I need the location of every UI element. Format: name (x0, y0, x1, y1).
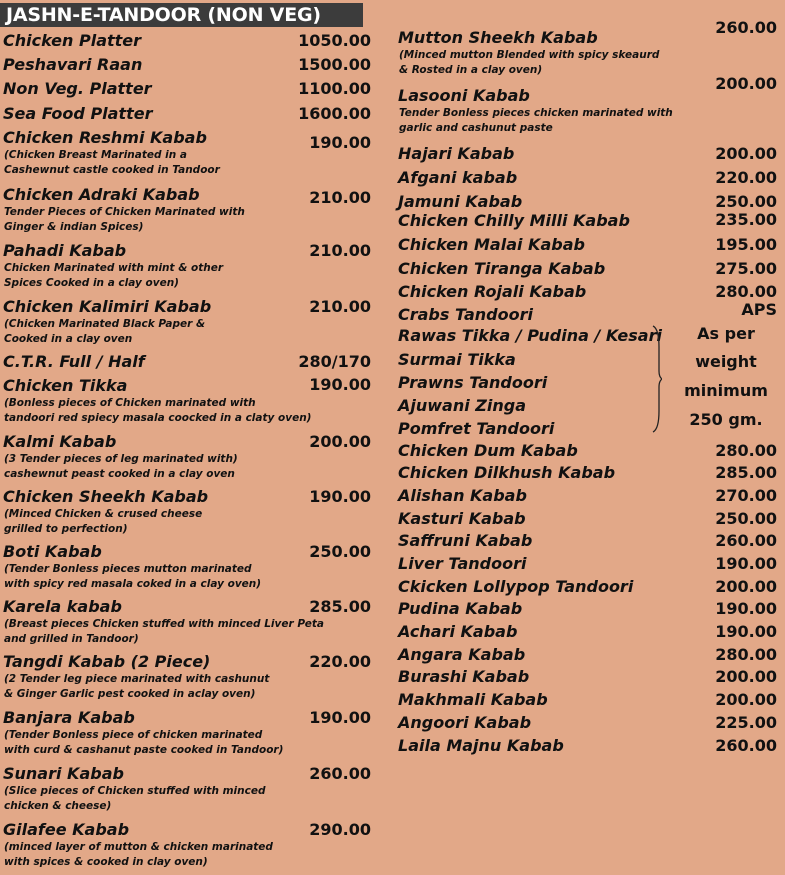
menu-item (395, 211, 785, 231)
menu-item-name: Chicken Reshmi Kabab (3, 128, 207, 147)
menu-item-description: with spicy red masala coked in a clay oven) (4, 578, 262, 590)
menu-item-price: 280.00 (715, 441, 777, 460)
menu-item-name: Chicken Tiranga Kabab (398, 259, 606, 278)
menu-item-description: Spices Cooked in a clay oven) (4, 277, 179, 289)
menu-item-price: 190.00 (715, 554, 777, 573)
menu-item (395, 486, 785, 506)
menu-item (0, 764, 385, 814)
menu-item (395, 509, 785, 529)
menu-item (0, 55, 385, 75)
menu-item-name: Saffruni Kabab (398, 531, 533, 550)
menu-item-price: 285.00 (715, 463, 777, 482)
menu-item-name: Tangdi Kabab (2 Piece) (3, 652, 211, 671)
menu-item-price: 260.00 (715, 18, 777, 37)
menu-item-price: 190.00 (715, 599, 777, 618)
menu-item-name: Chicken Tikka (3, 376, 128, 395)
menu-item-description: (Minced Chicken & crused cheese (4, 508, 203, 520)
menu-item-description: Cashewnut castle cooked in Tandoor (4, 164, 220, 176)
menu-item-price: 270.00 (715, 486, 777, 505)
menu-item-description: Tender Bonless pieces chicken marinated with (399, 107, 673, 119)
menu-item-price: 280/170 (298, 352, 371, 371)
menu-item-price: 190.00 (309, 487, 371, 506)
menu-item-price: 250.00 (715, 192, 777, 211)
menu-item-price: 210.00 (309, 241, 371, 260)
menu-item-name: Kalmi Kabab (3, 432, 117, 451)
menu-item-price: 1500.00 (298, 55, 371, 74)
menu-item-name: Non Veg. Platter (3, 79, 152, 98)
menu-item-price: 190.00 (309, 133, 371, 152)
menu-item (0, 241, 385, 291)
seafood-bracket (652, 325, 662, 433)
menu-item-name: Sunari Kabab (3, 764, 124, 783)
menu-item-name: Pahadi Kabab (3, 241, 127, 260)
menu-item-price: 280.00 (715, 645, 777, 664)
menu-item-price: 260.00 (715, 736, 777, 755)
menu-item-price: 195.00 (715, 235, 777, 254)
menu-item-price: 1100.00 (298, 79, 371, 98)
menu-item-name: Chicken Malai Kabab (398, 235, 585, 254)
menu-item (0, 104, 385, 124)
menu-item-price: 210.00 (309, 188, 371, 207)
menu-item-description: (Chicken Breast Marinated in a (4, 149, 187, 161)
menu-item-description: (Bonless pieces of Chicken marinated with (4, 397, 256, 409)
menu-item (0, 597, 385, 647)
menu-item-price: 200.00 (715, 667, 777, 686)
menu-item-name: Alishan Kabab (398, 486, 527, 505)
menu-item (395, 235, 785, 255)
menu-item (0, 542, 385, 592)
menu-item-price: 200.00 (715, 144, 777, 163)
menu-item-price: 285.00 (309, 597, 371, 616)
menu-item (395, 74, 785, 136)
menu-item (395, 554, 785, 574)
menu-item-price: 260.00 (309, 764, 371, 783)
menu-item-description: with spices & cooked in clay oven) (4, 856, 208, 868)
menu-item-description: (Tender Bonless pieces mutton marinated (4, 563, 252, 575)
menu-item-name: Chicken Kalimiri Kabab (3, 297, 212, 316)
menu-item-price: APS (741, 300, 777, 319)
menu-item (395, 18, 785, 78)
menu-item (395, 531, 785, 551)
menu-item (395, 713, 785, 733)
menu-item (0, 297, 385, 347)
menu-item-price: 275.00 (715, 259, 777, 278)
menu-item-price: 250.00 (715, 509, 777, 528)
menu-item-name: Ajuwani Zinga (398, 396, 527, 415)
menu-item-name: Jamuni Kabab (398, 192, 523, 211)
menu-item-price: 1600.00 (298, 104, 371, 123)
menu-item (395, 463, 785, 483)
menu-item-description: (3 Tender pieces of leg marinated with) (4, 453, 238, 465)
menu-item (0, 128, 385, 178)
menu-item (395, 300, 785, 325)
menu-item (395, 690, 785, 710)
menu-item-name: Liver Tandoori (398, 554, 527, 573)
menu-item-description: Chicken Marinated with mint & other (4, 262, 224, 274)
menu-item-price: 250.00 (309, 542, 371, 561)
menu-item (0, 376, 385, 426)
menu-item-name: C.T.R. Full / Half (3, 352, 145, 371)
menu-item-description: tandoori red spiecy masala coocked in a claty oven) (4, 412, 312, 424)
menu-item-name: Hajari Kabab (398, 144, 515, 163)
menu-item (0, 432, 385, 482)
seafood-note-line: 250 gm. (689, 410, 763, 429)
menu-item-name: Chicken Dilkhush Kabab (398, 463, 616, 482)
menu-item (0, 487, 385, 537)
menu-item-name: Chicken Chilly Milli Kabab (398, 211, 630, 230)
menu-item-name: Mutton Sheekh Kabab (398, 28, 598, 47)
menu-item-description: Ginger & indian Spices) (4, 221, 144, 233)
menu-item-name: Achari Kabab (398, 622, 518, 641)
menu-item (0, 708, 385, 758)
menu-item-name: Gilafee Kabab (3, 820, 130, 839)
menu-item-name: Angoori Kabab (398, 713, 532, 732)
menu-item (0, 79, 385, 99)
menu-item-name: Chicken Sheekh Kabab (3, 487, 209, 506)
menu-item-name: Peshavari Raan (3, 55, 143, 74)
menu-item (395, 645, 785, 665)
menu-item-description: Cooked in a clay oven (4, 333, 133, 345)
menu-item-price: 220.00 (309, 652, 371, 671)
menu-item-price: 1050.00 (298, 31, 371, 50)
menu-item (395, 599, 785, 619)
menu-item-price: 210.00 (309, 297, 371, 316)
menu-item-description: (Minced mutton Blended with spicy skeaurd (399, 49, 660, 61)
menu-item-description: and grilled in Tandoor) (4, 633, 139, 645)
menu-item-price: 235.00 (715, 210, 777, 229)
menu-item-name: Chicken Dum Kabab (398, 441, 578, 460)
menu-item-name: Crabs Tandoori (398, 305, 533, 324)
menu-item-name: Boti Kabab (3, 542, 102, 561)
menu-item-name: Kasturi Kabab (398, 509, 526, 528)
menu-item-name: Karela kabab (3, 597, 122, 616)
menu-item (0, 652, 385, 702)
seafood-note-line: weight (695, 352, 757, 371)
menu-item-name: Angara Kabab (398, 645, 526, 664)
menu-item-price: 280.00 (715, 282, 777, 301)
menu-item-price: 190.00 (715, 622, 777, 641)
menu-item-name: Laila Majnu Kabab (398, 736, 564, 755)
menu-item-price: 200.00 (715, 74, 777, 93)
menu-item (0, 352, 385, 372)
menu-item (395, 168, 785, 188)
menu-item-name: Sea Food Platter (3, 104, 153, 123)
menu-item-name: Prawns Tandoori (398, 373, 548, 392)
menu-item-price: 225.00 (715, 713, 777, 732)
seafood-note-line: As per (697, 324, 755, 343)
menu-item (395, 667, 785, 687)
menu-item-description: garlic and cashunut paste (399, 122, 553, 134)
menu-item-description: (Chicken Marinated Black Paper & (4, 318, 206, 330)
menu-item-description: & Ginger Garlic pest cooked in aclay oven) (4, 688, 256, 700)
menu-item-name: Chicken Adraki Kabab (3, 185, 200, 204)
menu-item-description: cashewnut peast cooked in a clay oven (4, 468, 235, 480)
menu-item-description: with curd & cashanut paste cooked in Tandoor) (4, 744, 284, 756)
menu-item-price: 220.00 (715, 168, 777, 187)
menu-item-name: Chicken Rojali Kabab (398, 282, 587, 301)
menu-item-description: (2 Tender leg piece marinated with cashunut (4, 673, 270, 685)
menu-item-name: Afgani kabab (398, 168, 518, 187)
menu-item-description: (Tender Bonless piece of chicken marinated (4, 729, 263, 741)
menu-item (395, 577, 785, 597)
menu-item-description: Tender Pieces of Chicken Marinated with (4, 206, 245, 218)
menu-item (395, 144, 785, 164)
menu-item-price: 290.00 (309, 820, 371, 839)
menu-item-description: grilled to perfection) (4, 523, 128, 535)
menu-item (0, 820, 385, 870)
menu-item-description: (Slice pieces of Chicken stuffed with minced (4, 785, 266, 797)
menu-item-price: 200.00 (715, 690, 777, 709)
menu-item-name: Pomfret Tandoori (398, 419, 555, 438)
menu-item (0, 185, 385, 235)
menu-item (395, 259, 785, 279)
menu-item-name: Banjara Kabab (3, 708, 135, 727)
menu-item-description: (Breast pieces Chicken stuffed with minced Liver Peta (4, 618, 324, 630)
menu-item-name: Lasooni Kabab (398, 86, 530, 105)
menu-item-price: 190.00 (309, 708, 371, 727)
menu-item-name: Surmai Tikka (398, 350, 516, 369)
menu-item (395, 282, 785, 302)
menu-item-price: 260.00 (715, 531, 777, 550)
menu-item (395, 441, 785, 461)
menu-item-name: Burashi Kabab (398, 667, 530, 686)
menu-item-name: Rawas Tikka / Pudina / Kesari (398, 326, 662, 345)
menu-item-price: 200.00 (309, 432, 371, 451)
menu-item-name: Makhmali Kabab (398, 690, 548, 709)
menu-item (395, 192, 785, 212)
menu-item-description: (minced layer of mutton & chicken marinated (4, 841, 273, 853)
menu-item (395, 736, 785, 756)
menu-section-header: JASHN-E-TANDOOR (NON VEG) (0, 3, 363, 27)
menu-item-description: chicken & cheese) (4, 800, 112, 812)
menu-item (395, 622, 785, 642)
menu-item (0, 31, 385, 51)
menu-item-description: & Rosted in a clay oven) (399, 64, 543, 76)
menu-item-name: Pudina Kabab (398, 599, 523, 618)
menu-item-price: 200.00 (715, 577, 777, 596)
menu-item-name: Ckicken Lollypop Tandoori (398, 577, 634, 596)
menu-item-name: Chicken Platter (3, 31, 142, 50)
menu-item-price: 190.00 (309, 375, 371, 394)
seafood-note-line: minimum (684, 381, 768, 400)
